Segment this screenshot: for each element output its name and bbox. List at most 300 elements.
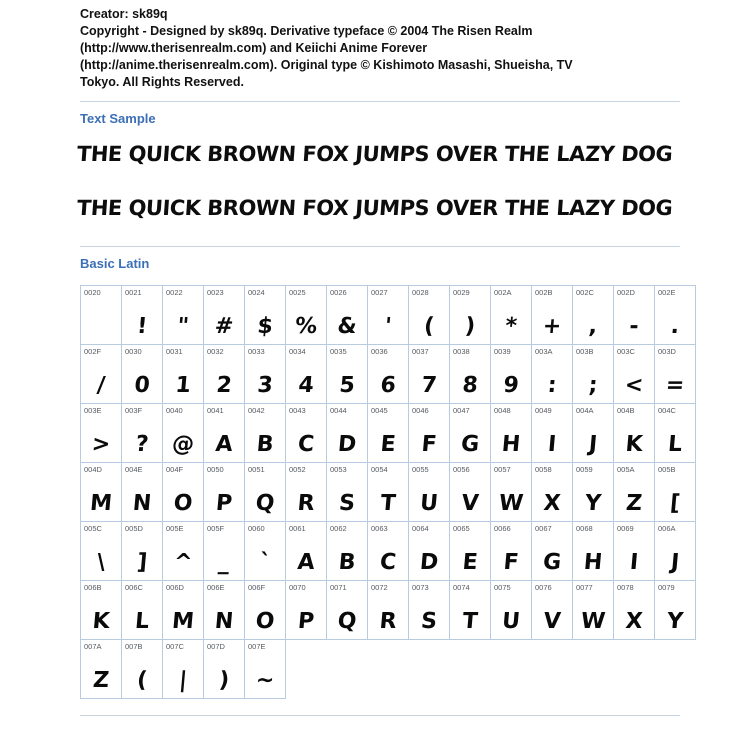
- glyph-character: &: [336, 314, 358, 339]
- glyph-cell[interactable]: [122, 404, 163, 463]
- glyph-cell[interactable]: [491, 463, 532, 522]
- glyph-character: \: [95, 550, 107, 575]
- glyph-cell[interactable]: [491, 286, 532, 345]
- glyph-code-label: 0034: [289, 347, 306, 356]
- glyph-code-label: 0071: [330, 583, 347, 592]
- glyph-character: <: [623, 373, 645, 398]
- glyph-code-label: 0059: [576, 465, 593, 474]
- glyph-cell[interactable]: [327, 345, 368, 404]
- glyph-character: D: [336, 432, 358, 457]
- glyph-character: #: [213, 314, 235, 339]
- glyph-character: ~: [254, 668, 276, 693]
- glyph-character: 2: [215, 373, 233, 398]
- glyph-character: S: [420, 609, 439, 634]
- glyph-cell[interactable]: [245, 286, 286, 345]
- glyph-character: N: [213, 609, 235, 634]
- glyph-character: F: [502, 550, 520, 575]
- glyph-character: J: [587, 432, 599, 457]
- glyph-code-label: 0075: [494, 583, 511, 592]
- glyph-cell[interactable]: [81, 581, 122, 640]
- glyph-cell[interactable]: [614, 463, 655, 522]
- glyph-character: ?: [134, 432, 150, 457]
- glyph-code-label: 005E: [166, 524, 184, 533]
- glyph-code-label: 005B: [658, 465, 676, 474]
- glyph-cell[interactable]: [614, 286, 655, 345]
- glyph-character: B: [255, 432, 275, 457]
- glyph-code-label: 0052: [289, 465, 306, 474]
- glyph-code-label: 003C: [617, 347, 635, 356]
- glyph-character: Q: [254, 491, 276, 516]
- glyph-character: L: [666, 432, 684, 457]
- glyph-cell[interactable]: [614, 345, 655, 404]
- glyph-cell[interactable]: [245, 463, 286, 522]
- glyph-character: S: [338, 491, 357, 516]
- glyph-character: 3: [256, 373, 274, 398]
- glyph-cell[interactable]: [286, 522, 327, 581]
- glyph-code-label: 0041: [207, 406, 224, 415]
- glyph-cell[interactable]: [122, 345, 163, 404]
- glyph-character: 1: [174, 373, 192, 398]
- glyph-code-label: 0067: [535, 524, 552, 533]
- glyph-code-label: 0051: [248, 465, 265, 474]
- glyph-character: A: [214, 432, 234, 457]
- glyph-code-label: 003E: [84, 406, 102, 415]
- glyph-code-label: 002C: [576, 288, 594, 297]
- glyph-character: ': [383, 314, 393, 339]
- glyph-code-label: 0064: [412, 524, 429, 533]
- glyph-character: T: [379, 491, 397, 516]
- glyph-cell[interactable]: [122, 463, 163, 522]
- glyph-cell[interactable]: [286, 404, 327, 463]
- glyph-code-label: 0054: [371, 465, 388, 474]
- glyph-character: [: [668, 491, 682, 516]
- glyph-character: .: [669, 314, 681, 339]
- copyright-line-4: Tokyo. All Rights Reserved.: [80, 75, 244, 89]
- glyph-code-label: 004E: [125, 465, 143, 474]
- glyph-cell[interactable]: [491, 345, 532, 404]
- glyph-character: P: [214, 491, 234, 516]
- glyph-cell[interactable]: [245, 522, 286, 581]
- glyph-cell[interactable]: [368, 522, 409, 581]
- glyph-cell[interactable]: [532, 581, 573, 640]
- glyph-character: I: [546, 432, 558, 457]
- glyph-row: [81, 640, 696, 699]
- glyph-character: Y: [665, 609, 685, 634]
- glyph-code-label: 002F: [84, 347, 102, 356]
- glyph-code-label: 0056: [453, 465, 470, 474]
- glyph-character: H: [582, 550, 604, 575]
- glyph-code-label: 0063: [371, 524, 388, 533]
- glyph-cell[interactable]: [409, 286, 450, 345]
- glyph-code-label: 0044: [330, 406, 347, 415]
- glyph-cell[interactable]: [450, 581, 491, 640]
- glyph-cell[interactable]: [573, 404, 614, 463]
- glyph-code-label: 003F: [125, 406, 143, 415]
- glyph-code-label: 0036: [371, 347, 388, 356]
- glyph-character: L: [133, 609, 151, 634]
- glyph-character: R: [378, 609, 398, 634]
- glyph-character: D: [418, 550, 440, 575]
- glyph-character: 0: [133, 373, 151, 398]
- glyph-cell[interactable]: [532, 345, 573, 404]
- glyph-cell[interactable]: [122, 522, 163, 581]
- glyph-cell[interactable]: [286, 581, 327, 640]
- glyph-character: T: [461, 609, 479, 634]
- glyph-code-label: 002B: [535, 288, 553, 297]
- glyph-code-label: 0029: [453, 288, 470, 297]
- glyph-character: :: [546, 373, 558, 398]
- glyph-character: M: [88, 491, 114, 516]
- glyph-cell[interactable]: [409, 463, 450, 522]
- glyph-table: [80, 285, 696, 699]
- glyph-character: V: [460, 491, 480, 516]
- glyph-character: (: [422, 314, 436, 339]
- glyph-cell[interactable]: [245, 345, 286, 404]
- glyph-cell[interactable]: [491, 581, 532, 640]
- glyph-cell[interactable]: [81, 345, 122, 404]
- glyph-code-label: 0065: [453, 524, 470, 533]
- glyph-code-label: 0060: [248, 524, 265, 533]
- glyph-code-label: 002A: [494, 288, 512, 297]
- glyph-character: ): [463, 314, 477, 339]
- glyph-cell[interactable]: [491, 404, 532, 463]
- glyph-character: /: [95, 373, 107, 398]
- glyph-code-label: 006B: [84, 583, 102, 592]
- glyph-code-label: 0061: [289, 524, 306, 533]
- glyph-cell[interactable]: [163, 404, 204, 463]
- glyph-row: [81, 463, 696, 522]
- glyph-cell[interactable]: [368, 463, 409, 522]
- glyph-character: Y: [583, 491, 603, 516]
- glyph-code-label: 0076: [535, 583, 552, 592]
- glyph-cell[interactable]: [81, 640, 122, 699]
- glyph-character: 5: [338, 373, 356, 398]
- glyph-character: W: [497, 491, 525, 516]
- glyph-character: U: [501, 609, 522, 634]
- glyph-code-label: 0062: [330, 524, 347, 533]
- glyph-character: C: [378, 550, 398, 575]
- glyph-character: G: [459, 432, 481, 457]
- glyph-cell[interactable]: [655, 581, 696, 640]
- glyph-code-label: 004F: [166, 465, 184, 474]
- glyph-code-label: 0068: [576, 524, 593, 533]
- copyright-line-3: (http://anime.therisenrealm.com). Original type © Kishimoto Masashi, Shueisha, TV: [80, 58, 573, 72]
- glyph-code-label: 006A: [658, 524, 676, 533]
- glyph-character: _: [217, 550, 231, 575]
- copyright-line-1: Copyright - Designed by sk89q. Derivative typeface © 2004 The Risen Realm: [80, 24, 533, 38]
- glyph-code-label: 0074: [453, 583, 470, 592]
- glyph-cell[interactable]: [655, 286, 696, 345]
- section-title-text-sample: Text Sample: [80, 111, 156, 126]
- glyph-cell[interactable]: [204, 404, 245, 463]
- glyph-code-label: 0046: [412, 406, 429, 415]
- glyph-character: E: [461, 550, 479, 575]
- glyph-cell[interactable]: [491, 522, 532, 581]
- glyph-code-label: 0057: [494, 465, 511, 474]
- glyph-cell[interactable]: [204, 345, 245, 404]
- glyph-code-label: 007B: [125, 642, 143, 651]
- glyph-code-label: 0038: [453, 347, 470, 356]
- glyph-cell[interactable]: [327, 286, 368, 345]
- glyph-character: >: [90, 432, 112, 457]
- glyph-code-label: 006D: [166, 583, 184, 592]
- glyph-cell[interactable]: [204, 581, 245, 640]
- glyph-code-label: 0066: [494, 524, 511, 533]
- glyph-character: -: [628, 314, 640, 339]
- glyph-character: X: [624, 609, 644, 634]
- glyph-code-label: 0025: [289, 288, 306, 297]
- glyph-code-label: 005C: [84, 524, 102, 533]
- glyph-cell[interactable]: [327, 463, 368, 522]
- divider-bottom: [80, 715, 680, 716]
- glyph-character: F: [420, 432, 438, 457]
- glyph-cell[interactable]: [409, 581, 450, 640]
- glyph-code-label: 002E: [658, 288, 676, 297]
- glyph-code-label: 0040: [166, 406, 183, 415]
- glyph-cell[interactable]: [655, 345, 696, 404]
- glyph-character: @: [170, 432, 196, 457]
- glyph-cell[interactable]: [614, 522, 655, 581]
- glyph-cell[interactable]: [81, 463, 122, 522]
- glyph-code-label: 0079: [658, 583, 675, 592]
- glyph-code-label: 004D: [84, 465, 102, 474]
- glyph-code-label: 0026: [330, 288, 347, 297]
- glyph-character: 7: [420, 373, 438, 398]
- glyph-code-label: 005D: [125, 524, 143, 533]
- glyph-cell[interactable]: [327, 404, 368, 463]
- glyph-cell[interactable]: [286, 463, 327, 522]
- glyph-cell[interactable]: [122, 581, 163, 640]
- glyph-code-label: 0021: [125, 288, 142, 297]
- glyph-code-label: 002D: [617, 288, 635, 297]
- glyph-character: (: [135, 668, 149, 693]
- glyph-cell[interactable]: [327, 522, 368, 581]
- glyph-code-label: 0069: [617, 524, 634, 533]
- glyph-cell[interactable]: [368, 345, 409, 404]
- glyph-code-label: 0027: [371, 288, 388, 297]
- glyph-code-label: 0023: [207, 288, 224, 297]
- glyph-character: |: [177, 668, 189, 693]
- glyph-character: 8: [461, 373, 479, 398]
- glyph-code-label: 0047: [453, 406, 470, 415]
- glyph-code-label: 0037: [412, 347, 429, 356]
- glyph-cell[interactable]: [204, 286, 245, 345]
- glyph-cell[interactable]: [614, 404, 655, 463]
- glyph-row: [81, 404, 696, 463]
- glyph-code-label: 0033: [248, 347, 265, 356]
- glyph-cell[interactable]: [409, 345, 450, 404]
- glyph-cell[interactable]: [245, 640, 286, 699]
- glyph-cell[interactable]: [122, 640, 163, 699]
- glyph-cell[interactable]: [573, 463, 614, 522]
- glyph-row: [81, 345, 696, 404]
- glyph-character: !: [135, 314, 149, 339]
- glyph-code-label: 005A: [617, 465, 635, 474]
- glyph-code-label: 003D: [658, 347, 676, 356]
- glyph-cell[interactable]: [81, 522, 122, 581]
- glyph-code-label: 0077: [576, 583, 593, 592]
- glyph-code-label: 0030: [125, 347, 142, 356]
- glyph-cell[interactable]: [122, 286, 163, 345]
- glyph-cell[interactable]: [532, 404, 573, 463]
- glyph-cell[interactable]: [245, 404, 286, 463]
- glyph-cell[interactable]: [655, 522, 696, 581]
- glyph-cell[interactable]: [204, 463, 245, 522]
- glyph-cell[interactable]: [368, 581, 409, 640]
- glyph-code-label: 0070: [289, 583, 306, 592]
- glyph-character: =: [664, 373, 686, 398]
- glyph-character: J: [669, 550, 681, 575]
- glyph-cell[interactable]: [163, 345, 204, 404]
- glyph-cell[interactable]: [163, 640, 204, 699]
- text-sample-block: [0, 138, 750, 220]
- glyph-character: X: [542, 491, 562, 516]
- glyph-cell[interactable]: [450, 345, 491, 404]
- glyph-character: U: [419, 491, 440, 516]
- glyph-code-label: 0043: [289, 406, 306, 415]
- glyph-code-label: 007A: [84, 642, 102, 651]
- glyph-code-label: 003A: [535, 347, 553, 356]
- glyph-cell[interactable]: [573, 286, 614, 345]
- glyph-cell[interactable]: [286, 345, 327, 404]
- glyph-character: ;: [587, 373, 599, 398]
- glyph-character: %: [293, 314, 319, 339]
- creator-line: Creator: sk89q: [80, 7, 168, 21]
- glyph-character: K: [624, 432, 644, 457]
- glyph-character: G: [541, 550, 563, 575]
- glyph-character: N: [131, 491, 153, 516]
- glyph-character: R: [296, 491, 316, 516]
- glyph-character: E: [379, 432, 397, 457]
- glyph-character: `: [258, 550, 272, 575]
- glyph-cell[interactable]: [450, 463, 491, 522]
- glyph-cell[interactable]: [532, 286, 573, 345]
- glyph-code-label: 006C: [125, 583, 143, 592]
- glyph-character: V: [542, 609, 562, 634]
- glyph-character: W: [579, 609, 607, 634]
- glyph-character: ^: [172, 550, 194, 575]
- divider-top: [80, 101, 680, 102]
- glyph-character: C: [296, 432, 316, 457]
- glyph-code-label: 0045: [371, 406, 388, 415]
- glyph-character: ): [217, 668, 231, 693]
- glyph-row: [81, 581, 696, 640]
- glyph-character: I: [628, 550, 640, 575]
- glyph-code-label: 005F: [207, 524, 225, 533]
- glyph-character: B: [337, 550, 357, 575]
- glyph-cell[interactable]: [573, 522, 614, 581]
- glyph-cell[interactable]: [245, 581, 286, 640]
- glyph-character: 4: [297, 373, 315, 398]
- glyph-code-label: 0020: [84, 288, 101, 297]
- divider-middle: [80, 246, 680, 247]
- glyph-code-label: 006F: [248, 583, 266, 592]
- glyph-code-label: 0031: [166, 347, 183, 356]
- glyph-code-label: 004B: [617, 406, 635, 415]
- glyph-character: K: [91, 609, 111, 634]
- glyph-cell[interactable]: [655, 404, 696, 463]
- glyph-row: [81, 522, 696, 581]
- glyph-cell[interactable]: [614, 581, 655, 640]
- glyph-code-label: 007E: [248, 642, 266, 651]
- glyph-character: Z: [624, 491, 644, 516]
- glyph-code-label: 0035: [330, 347, 347, 356]
- glyph-character: 6: [379, 373, 397, 398]
- glyph-code-label: 003B: [576, 347, 594, 356]
- glyph-character: O: [254, 609, 276, 634]
- copyright-line-2: (http://www.therisenrealm.com) and Keiichi Anime Forever: [80, 41, 428, 55]
- glyph-cell[interactable]: [204, 522, 245, 581]
- glyph-code-label: 0049: [535, 406, 552, 415]
- glyph-cell[interactable]: [532, 522, 573, 581]
- glyph-character: Z: [91, 668, 111, 693]
- glyph-code-label: 0058: [535, 465, 552, 474]
- glyph-character: 9: [502, 373, 520, 398]
- glyph-code-label: 0032: [207, 347, 224, 356]
- glyph-cell[interactable]: [409, 522, 450, 581]
- glyph-code-label: 0039: [494, 347, 511, 356]
- glyph-cell[interactable]: [573, 581, 614, 640]
- glyph-code-label: 0055: [412, 465, 429, 474]
- glyph-cell[interactable]: [81, 286, 122, 345]
- glyph-code-label: 0078: [617, 583, 634, 592]
- glyph-character: +: [541, 314, 563, 339]
- glyph-character: A: [296, 550, 316, 575]
- glyph-cell[interactable]: [81, 404, 122, 463]
- glyph-cell[interactable]: [450, 522, 491, 581]
- glyph-cell[interactable]: [286, 286, 327, 345]
- glyph-code-label: 006E: [207, 583, 225, 592]
- glyph-character: ]: [135, 550, 149, 575]
- glyph-character: ,: [587, 314, 599, 339]
- glyph-cell[interactable]: [532, 463, 573, 522]
- glyph-cell[interactable]: [163, 286, 204, 345]
- glyph-cell[interactable]: [450, 286, 491, 345]
- glyph-cell[interactable]: [163, 522, 204, 581]
- glyph-character: P: [296, 609, 316, 634]
- glyph-code-label: 0053: [330, 465, 347, 474]
- glyph-cell[interactable]: [163, 463, 204, 522]
- glyph-cell[interactable]: [450, 404, 491, 463]
- text-sample-line-1: THE QUICK BROWN FOX JUMPS OVER THE LAZY DOG: [76, 142, 674, 166]
- glyph-cell[interactable]: [409, 404, 450, 463]
- glyph-code-label: 0024: [248, 288, 265, 297]
- glyph-cell[interactable]: [327, 581, 368, 640]
- glyph-code-label: 007C: [166, 642, 184, 651]
- glyph-cell[interactable]: [368, 404, 409, 463]
- glyph-character: $: [256, 314, 274, 339]
- glyph-code-label: 0072: [371, 583, 388, 592]
- glyph-code-label: 007D: [207, 642, 225, 651]
- glyph-character: H: [500, 432, 522, 457]
- glyph-cell[interactable]: [163, 581, 204, 640]
- glyph-cell[interactable]: [204, 640, 245, 699]
- glyph-code-label: 004C: [658, 406, 676, 415]
- glyph-grid: [80, 285, 686, 699]
- glyph-character: *: [504, 314, 518, 339]
- glyph-code-label: 004A: [576, 406, 594, 415]
- glyph-cell[interactable]: [573, 345, 614, 404]
- glyph-code-label: 0028: [412, 288, 429, 297]
- glyph-code-label: 0022: [166, 288, 183, 297]
- text-sample-line-2: THE QUICK BROWN FOX JUMPS OVER THE LAZY DOG: [76, 196, 674, 220]
- glyph-row: [81, 286, 696, 345]
- glyph-cell[interactable]: [368, 286, 409, 345]
- glyph-code-label: 0050: [207, 465, 224, 474]
- glyph-cell[interactable]: [655, 463, 696, 522]
- glyph-code-label: 0042: [248, 406, 265, 415]
- glyph-code-label: 0073: [412, 583, 429, 592]
